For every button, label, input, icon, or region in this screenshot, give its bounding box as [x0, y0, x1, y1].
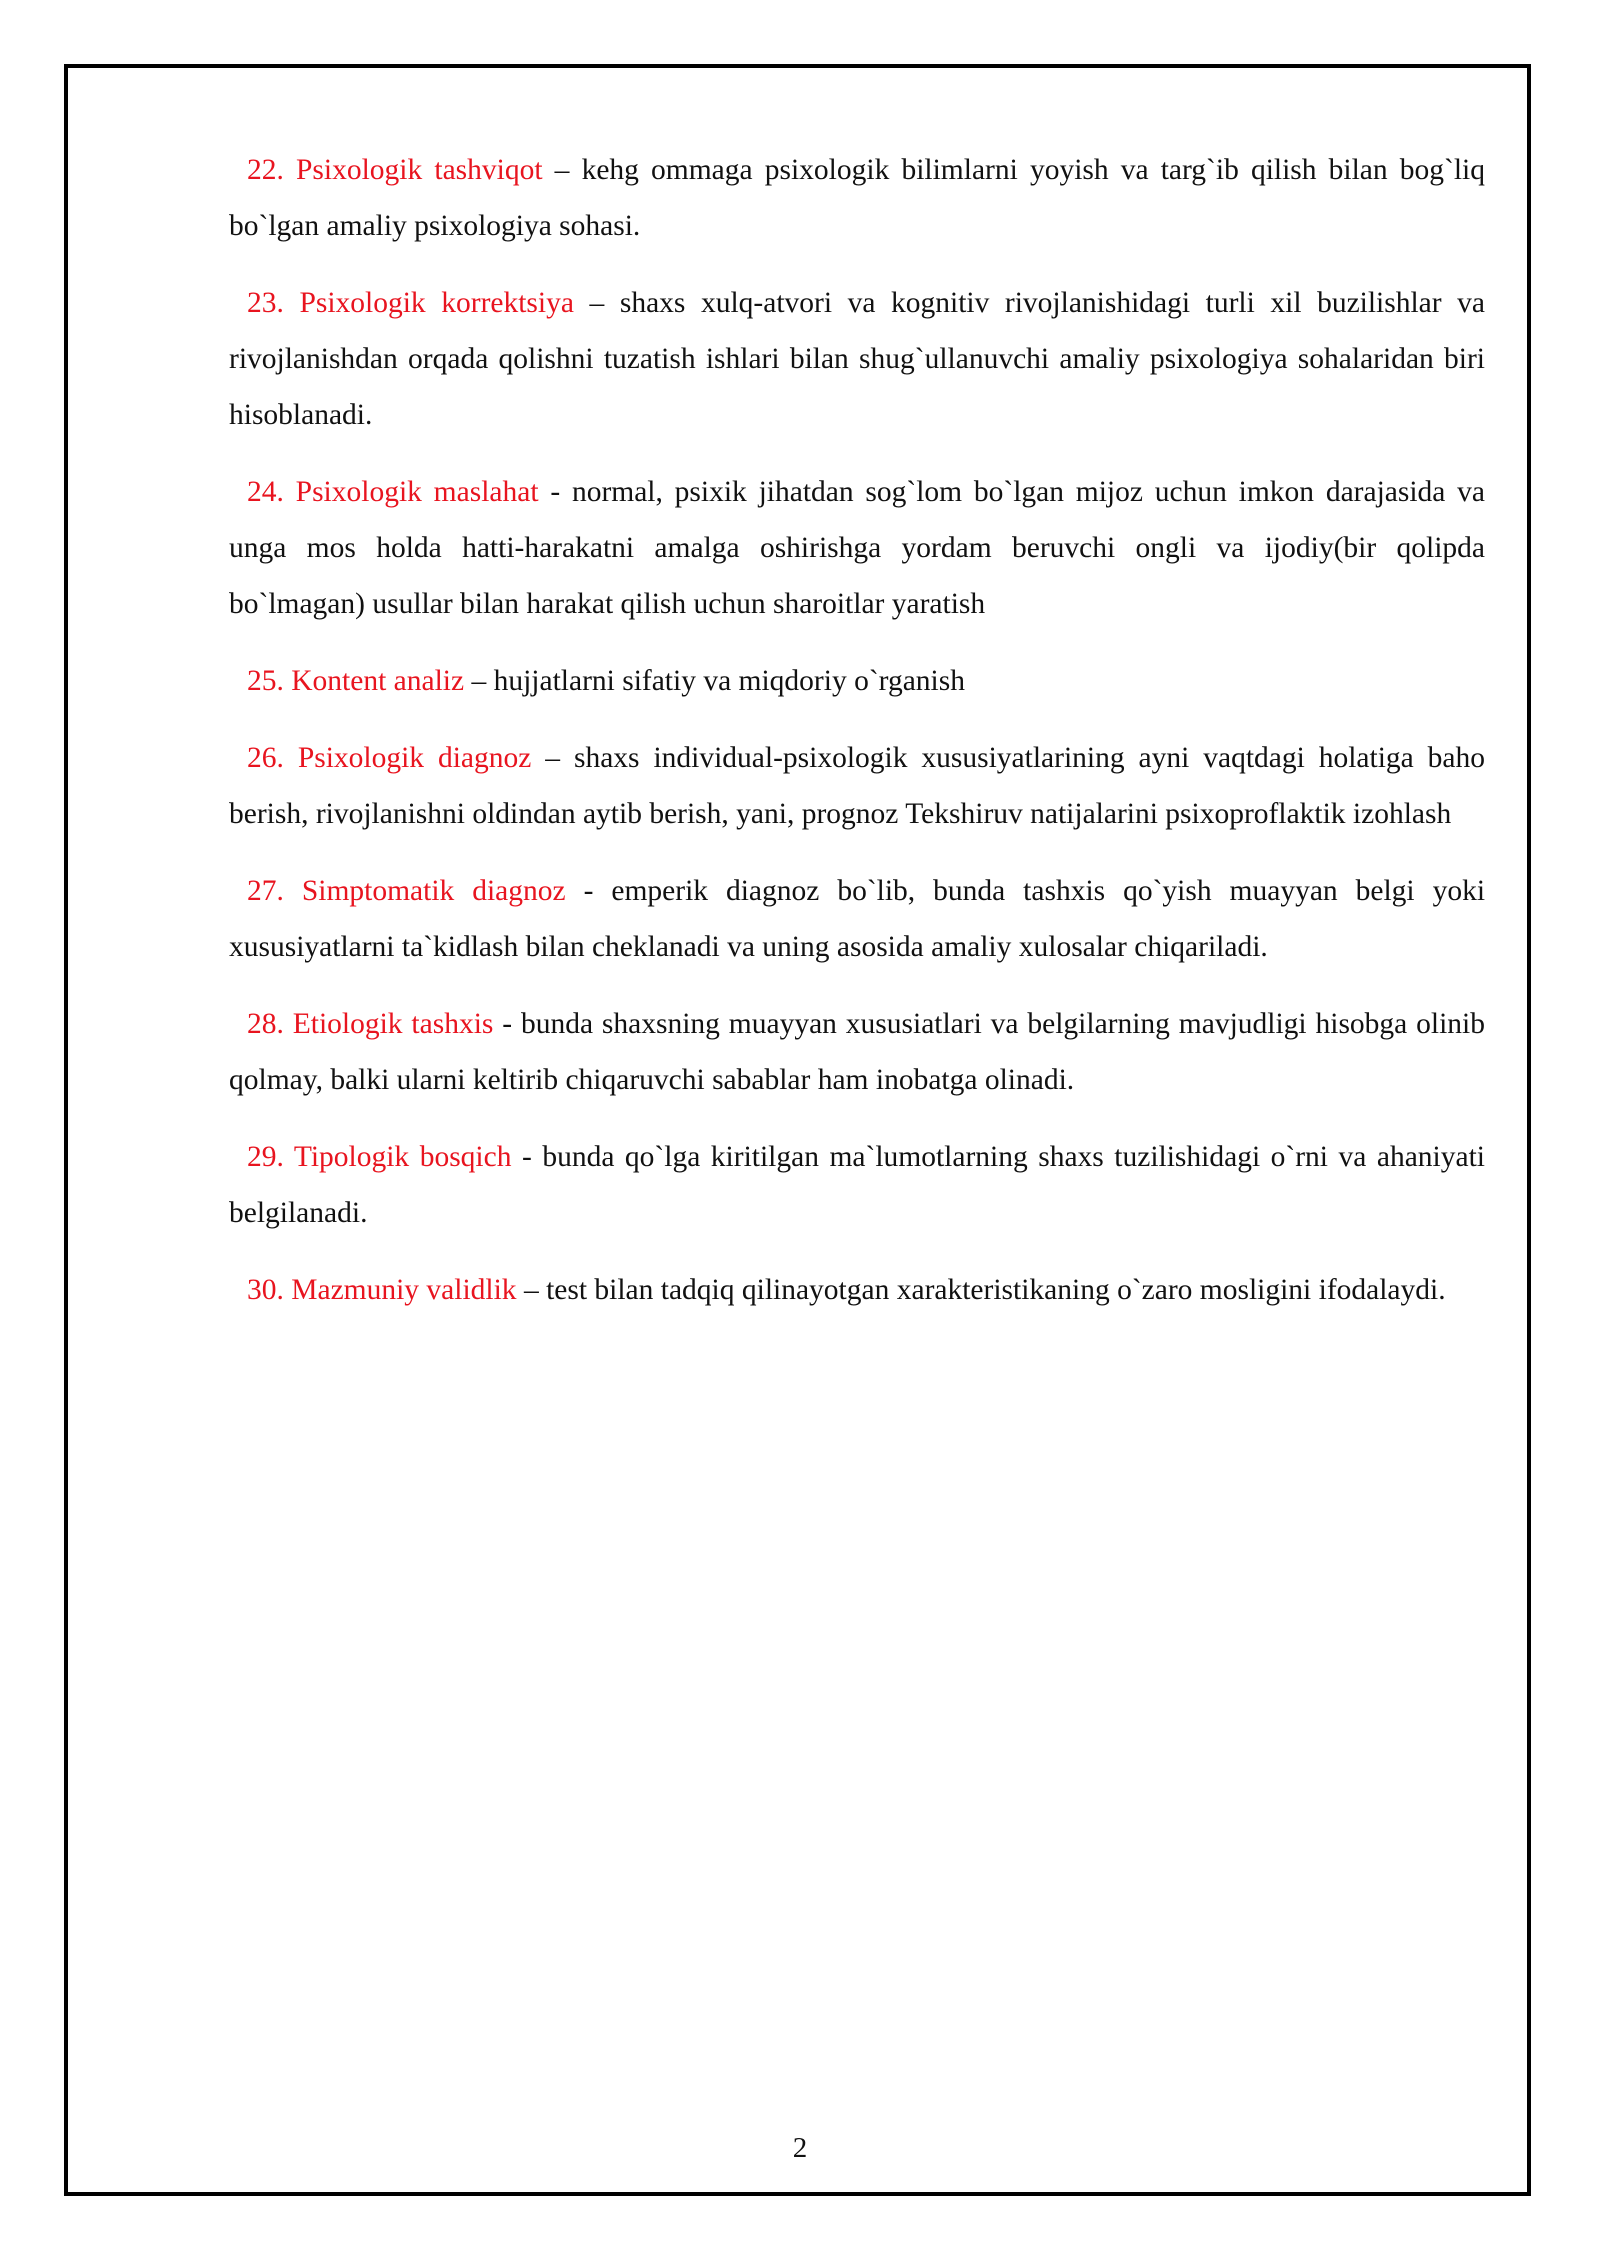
entry-term — [247, 154, 543, 186]
entry-term-text: Simptomatik diagnoz — [301, 875, 566, 907]
entry-term — [247, 665, 464, 697]
glossary-entry-30 — [229, 1262, 1485, 1318]
entry-term-text: Psixologik tashviqot — [296, 154, 543, 186]
entry-definition: – kehg ommaga psixologik bilimlarni yoyish va targ`ib qilish bilan bog`liq bo`lgan amaliy psixologiya sohasi. — [229, 154, 1486, 242]
entry-definition: - emperik diagnoz bo`lib, bunda tashxis qo`yish muayyan belgi yoki xususiyatlarni ta`kidlash bilan cheklanadi va uning asosida amaliy xulosalar chiqariladi. — [229, 875, 1486, 963]
entry-definition: - normal, psixik jihatdan sog`lom bo`lgan mijoz uchun imkon darajasida va unga mos holda hatti-harakatni amalga oshirishga yordam beruvchi ongli va ijodiy(bir qolipda bo`lmagan) usullar bilan harakat qilish uchun sharoitlar yaratish — [229, 476, 1486, 620]
entry-definition: – shaxs individual-psixologik xususiyatlarining ayni vaqtdagi holatiga baho berish, rivojlanishni oldindan aytib berish, yani, prognoz Tekshiruv natijalarini psixoproflaktik izohlash — [229, 742, 1486, 830]
entry-term-text: Etiologik tashxis — [292, 1008, 494, 1040]
entry-definition: – shaxs xulq-atvori va kognitiv rivojlanishidagi turli xil buzilishlar va rivojlanishdan orqada qolishni tuzatish ishlari bilan shug`ullanuvchi amaliy psixologiya sohalaridan biri hisoblanadi. — [229, 287, 1486, 431]
glossary-entry-25 — [229, 653, 1485, 709]
entry-number: 22. — [247, 154, 284, 186]
entry-number: 29. — [247, 1141, 284, 1173]
entry-number: 26. — [247, 742, 284, 774]
entry-term — [247, 476, 539, 508]
glossary-entry-29 — [229, 1129, 1485, 1241]
document-body — [229, 142, 1485, 1339]
entry-term-text: Mazmuniy validlik — [291, 1274, 517, 1306]
entry-term — [247, 1274, 517, 1306]
entry-number: 28. — [247, 1008, 284, 1040]
entry-term — [247, 1008, 493, 1040]
glossary-entry-22 — [229, 142, 1485, 254]
glossary-entry-23 — [229, 275, 1485, 443]
page-number: 2 — [792, 2132, 808, 2164]
entry-definition: - bunda qo`lga kiritilgan ma`lumotlarning shaxs tuzilishidagi o`rni va ahaniyati belgilanadi. — [229, 1141, 1485, 1229]
entry-term — [247, 875, 566, 907]
entry-term-text: Kontent analiz — [291, 665, 465, 697]
entry-term — [247, 742, 531, 774]
entry-number: 24. — [247, 476, 284, 508]
entry-number: 30. — [247, 1274, 284, 1306]
glossary-entry-24 — [229, 464, 1485, 632]
glossary-entry-26 — [229, 730, 1485, 842]
entry-definition: - bunda shaxsning muayyan xususiatlari va belgilarning mavjudligi hisobga olinib qolmay, balki ularni keltirib chiqaruvchi sabablar ham inobatga olinadi. — [229, 1008, 1485, 1096]
entry-term — [247, 1141, 511, 1173]
entry-term-text: Psixologik maslahat — [295, 476, 539, 508]
entry-term — [247, 287, 574, 319]
entry-definition: – hujjatlarni sifatiy va miqdoriy o`rganish — [464, 665, 965, 697]
entry-number: 25. — [247, 665, 284, 697]
glossary-entry-28 — [229, 996, 1485, 1108]
entry-number: 27. — [247, 875, 284, 907]
entry-term-text: Psixologik diagnoz — [297, 742, 532, 774]
entry-term-text: Psixologik korrektsiya — [299, 287, 574, 319]
entry-term-text: Tipologik bosqich — [293, 1141, 512, 1173]
entry-definition: – test bilan tadqiq qilinayotgan xarakteristikaning o`zaro mosligini ifodalaydi. — [516, 1274, 1446, 1306]
entry-number: 23. — [247, 287, 284, 319]
glossary-entry-27 — [229, 863, 1485, 975]
